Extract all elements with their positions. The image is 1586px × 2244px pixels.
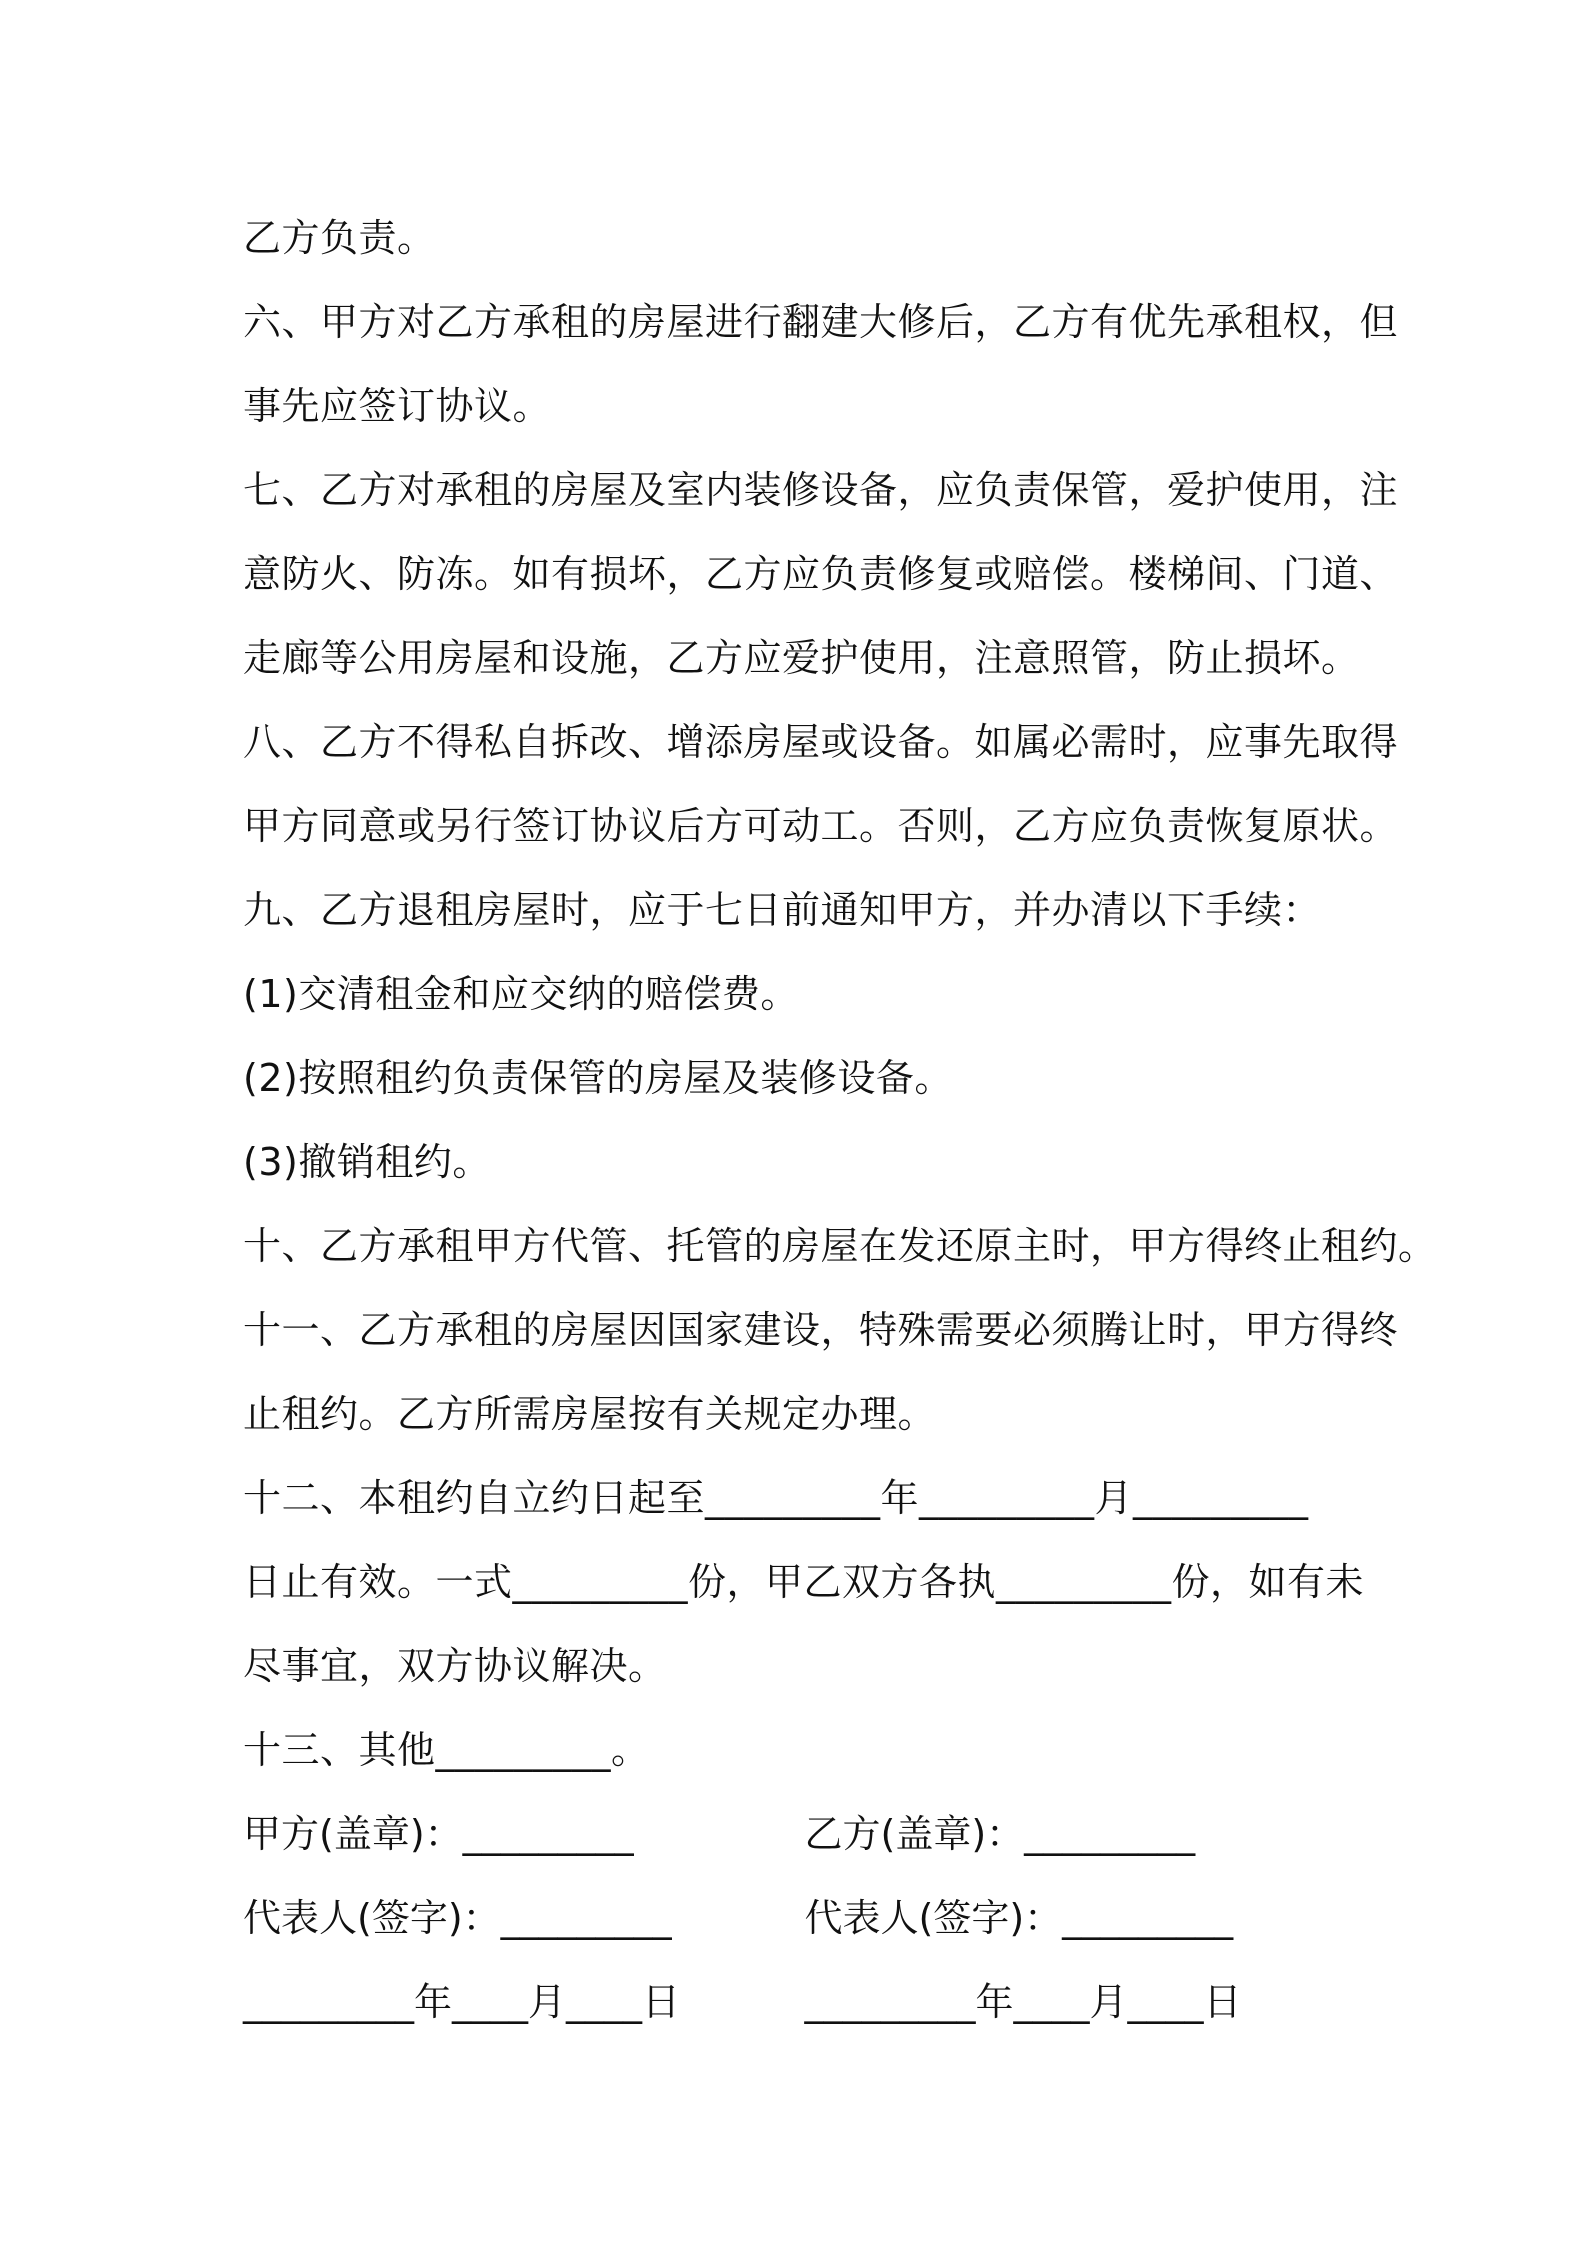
clause-11-line-1: 十一、乙方承租的房屋因国家建设，特殊需要必须腾让时，甲方得终 bbox=[243, 1308, 1399, 1352]
clause-10-line-1: 十、乙方承租甲方代管、托管的房屋在发还原主时，甲方得终止租约。 bbox=[243, 1224, 1437, 1268]
party-a-seal: 甲方(盖章)：_________ bbox=[243, 1812, 634, 1856]
clause-12-line-2: 日止有效。一式_________份，甲乙双方各执_________份，如有未 bbox=[243, 1560, 1365, 1604]
clause-9-item-1: (1)交清租金和应交纳的赔偿费。 bbox=[243, 972, 799, 1016]
signature-date-row bbox=[243, 1960, 1363, 2044]
clause-8-line-2: 甲方同意或另行签订协议后方可动工。否则，乙方应负责恢复原状。 bbox=[243, 804, 1399, 848]
clause-7-line-2: 意防火、防冻。如有损坏，乙方应负责修复或赔偿。楼梯间、门道、 bbox=[243, 552, 1399, 596]
clause-6-line-1: 六、甲方对乙方承租的房屋进行翻建大修后，乙方有优先承租权，但 bbox=[243, 300, 1399, 344]
party-b-seal: 乙方(盖章)：_________ bbox=[804, 1812, 1196, 1856]
clause-12-line-3: 尽事宜，双方协议解决。 bbox=[243, 1644, 667, 1688]
signature-seal-row bbox=[243, 1792, 1363, 1876]
party-a-representative: 代表人(签字)：_________ bbox=[243, 1896, 672, 1940]
clause-7-line-3: 走廊等公用房屋和设施，乙方应爱护使用，注意照管，防止损坏。 bbox=[243, 636, 1360, 680]
clause-13-line-1: 十三、其他_________。 bbox=[243, 1728, 650, 1772]
clause-7-line-1: 七、乙方对承租的房屋及室内装修设备，应负责保管，爱护使用，注 bbox=[243, 468, 1399, 512]
contract-page bbox=[243, 196, 1437, 2044]
clause-12-line-1: 十二、本租约自立约日起至_________年_________月_________ bbox=[243, 1476, 1309, 1520]
party-b-date: _________年____月____日 bbox=[804, 1980, 1242, 2024]
clause-9-item-3: (3)撤销租约。 bbox=[243, 1140, 491, 1184]
clause-11-line-2: 止租约。乙方所需房屋按有关规定办理。 bbox=[243, 1392, 937, 1436]
party-a-date: _________年____月____日 bbox=[243, 1980, 681, 2024]
signature-rep-row bbox=[243, 1876, 1363, 1960]
clause-6-line-2: 事先应签订协议。 bbox=[243, 384, 552, 428]
clause-9-line-1: 九、乙方退租房屋时，应于七日前通知甲方，并办清以下手续： bbox=[243, 888, 1322, 932]
clause-8-line-1: 八、乙方不得私自拆改、增添房屋或设备。如属必需时，应事先取得 bbox=[243, 720, 1399, 764]
text-line: 乙方负责。 bbox=[243, 216, 436, 260]
clause-9-item-2: (2)按照租约负责保管的房屋及装修设备。 bbox=[243, 1056, 953, 1100]
party-b-representative: 代表人(签字)：_________ bbox=[804, 1896, 1234, 1940]
